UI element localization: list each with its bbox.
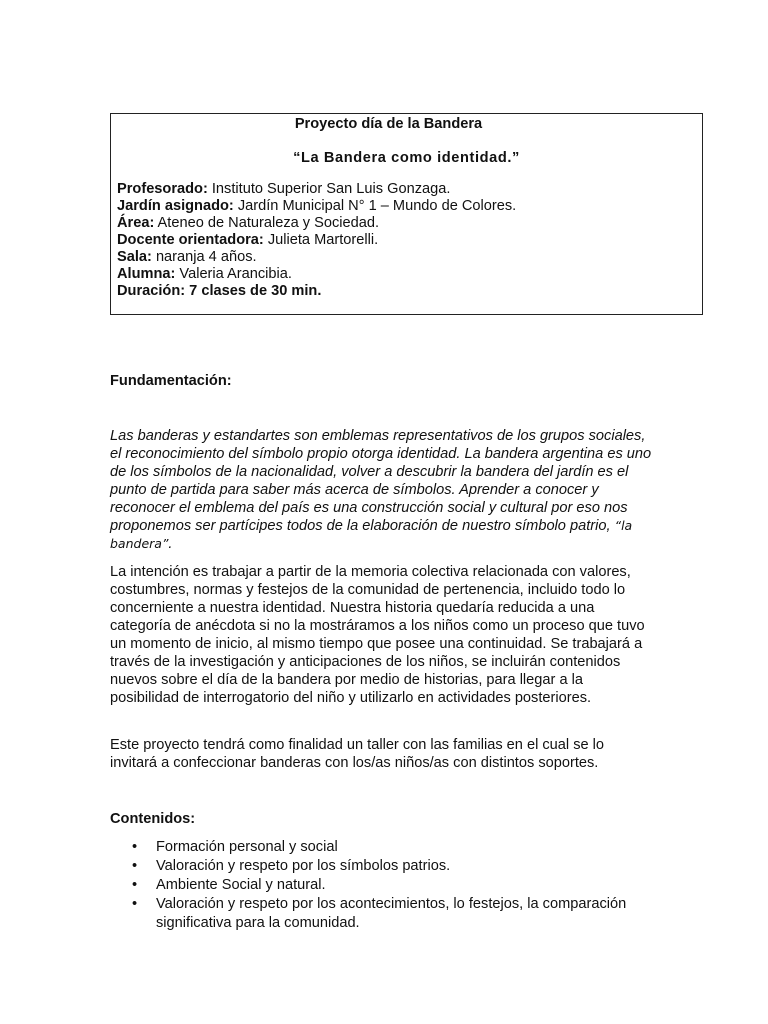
fundamentacion-italic-end: .: [168, 536, 173, 552]
meta-value: Jardín Municipal N° 1 – Mundo de Colores.: [233, 198, 517, 214]
meta-label: Sala:: [117, 249, 152, 265]
contenidos-heading: Contenidos:: [110, 811, 196, 827]
meta-label: Profesorado:: [117, 181, 208, 197]
meta-duracion: [117, 283, 696, 300]
fundamentacion-heading: Fundamentación:: [110, 373, 232, 389]
meta-docente: [117, 232, 696, 249]
project-subtitle: “La Bandera como identidad.”: [293, 150, 520, 166]
list-item: [110, 838, 680, 857]
list-item-text: Formación personal y social: [156, 839, 338, 855]
list-item-text: Ambiente Social y natural.: [156, 877, 326, 893]
meta-value: naranja 4 años.: [151, 249, 257, 265]
meta-value: Ateneo de Naturaleza y Sociedad.: [154, 215, 380, 231]
fundamentacion-paragraph-2: La intención es trabajar a partir de la memoria colectiva relacionada con valores, costumbres, normas y festejos de la comunidad de pertenencia, incluido todo lo concerniente a nuestra identidad. Nuestra historia quedaría reducida a una categoría de anécdota si no la mostráramos a los niños como un proceso que tuvo un momento de inicio, al mismo tiempo que posee una continuidad. Se trabajará a través de la investigación y anticipaciones de los niños, se incluirán contenidos nuevos sobre el día de la bandera por medio de historias, para llegar a la posibilidad de interrogatorio del niño y utilizarlo en actividades posteriores.: [110, 564, 645, 706]
meta-value: Valeria Arancibia.: [175, 266, 292, 282]
project-title-text: Proyecto día de la Bandera: [294, 116, 483, 132]
project-header-box: [110, 113, 703, 315]
meta-area: [117, 215, 696, 232]
contenidos-list: [110, 838, 680, 933]
meta-alumna: [117, 266, 696, 283]
project-meta: [117, 181, 696, 300]
list-item: [110, 895, 680, 933]
list-item: [110, 857, 680, 876]
meta-jardin: [117, 198, 696, 215]
bullet-icon: •: [132, 839, 138, 855]
meta-label: Duración: 7 clases de 30 min.: [117, 283, 322, 299]
list-item-text: Valoración y respeto por los acontecimientos, lo festejos, la comparación significativa para la comunidad.: [156, 896, 627, 931]
meta-label: Docente orientadora:: [117, 232, 264, 248]
meta-value: Julieta Martorelli.: [263, 232, 379, 248]
fundamentacion-italic-text: Las banderas y estandartes son emblemas representativos de los grupos sociales, el reconocimiento del símbolo propio otorga identidad. La bandera argentina es uno de los símbolos de la nacionalidad, volver a descubrir la bandera del jardín es el punto de partida para saber más acerca de símbolos. Aprender a conocer y reconocer el emblema del país es una construcción social y cultural por eso nos proponemos ser partícipes todos de la elaboración de nuestro símbolo patrio,: [110, 428, 652, 534]
meta-profesorado: [117, 181, 696, 198]
meta-label: Jardín asignado:: [117, 198, 234, 214]
fundamentacion-paragraph-3: Este proyecto tendrá como finalidad un taller con las familias en el cual se lo invitará a confeccionar banderas con los/as niños/as con distintos soportes.: [110, 737, 605, 771]
bullet-icon: •: [132, 877, 138, 893]
bullet-icon: •: [132, 896, 138, 912]
fundamentacion-italic-paragraph: [110, 427, 655, 553]
meta-value: Instituto Superior San Luis Gonzaga.: [207, 181, 451, 197]
list-item: [110, 876, 680, 895]
meta-sala: [117, 249, 696, 266]
list-item-text: Valoración y respeto por los símbolos patrios.: [156, 858, 451, 874]
bullet-icon: •: [132, 858, 138, 874]
meta-label: Alumna:: [117, 266, 176, 282]
fundamentacion-quote: “la bandera”: [110, 518, 633, 551]
project-title: [111, 115, 702, 133]
meta-label: Área:: [117, 215, 155, 231]
